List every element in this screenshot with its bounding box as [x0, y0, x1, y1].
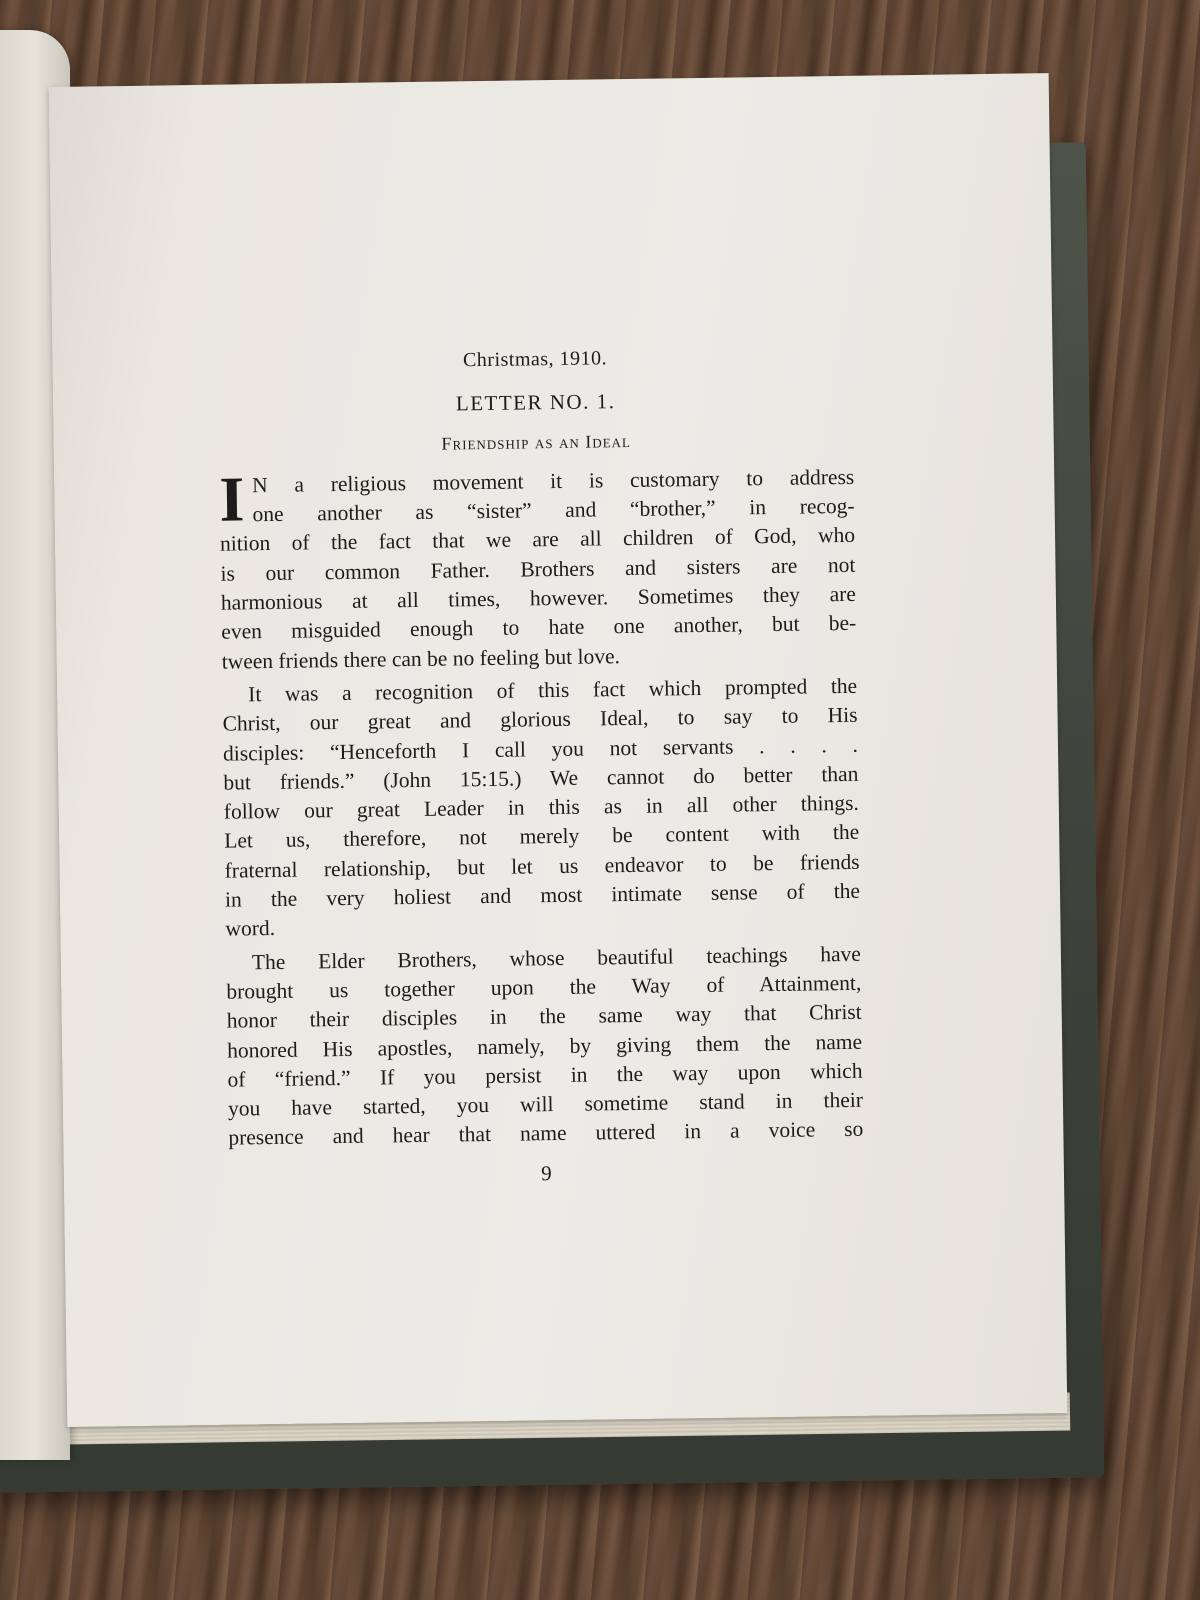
- paragraph-line: honor their disciples in the same way that Christ: [226, 1000, 862, 1033]
- paragraph-line: one another as “sister” and “brother,” in recog-: [252, 494, 855, 527]
- paragraph-2: [222, 672, 861, 945]
- dateline: Christmas, 1910.: [462, 347, 608, 372]
- paragraph-line: of “friend.” If you persist in the way upon which: [227, 1058, 863, 1092]
- book-page: [49, 73, 1068, 1427]
- paragraph-line: honored His apostles, namely, by giving them the name: [226, 1029, 863, 1063]
- paragraph-line: tween friends there can be no feeling but love.: [221, 643, 621, 674]
- paragraph-1: [219, 463, 857, 677]
- paragraph-3: [226, 939, 864, 1153]
- drop-cap: I: [218, 463, 245, 535]
- letter-title: LETTER NO. 1.: [455, 389, 616, 416]
- paragraph-line: follow our great Leader in this as in all other things.: [223, 790, 859, 824]
- paragraph-line: nition of the fact that we are all children of God, who: [219, 523, 856, 557]
- paragraph-line: in the very holiest and most intimate sense of the: [224, 878, 861, 912]
- page-number: 9: [540, 1160, 552, 1185]
- paragraph-line: word.: [225, 916, 276, 942]
- page-text-block: [217, 341, 864, 1193]
- paragraph-line: harmonious at all times, however. Sometimes they are: [220, 581, 857, 615]
- paragraph-line: even misguided enough to hate one another, but be-: [221, 611, 857, 645]
- paragraph-line: disciples: “Henceforth I call you not servants . . . .: [222, 732, 859, 766]
- paragraph-line: The Elder Brothers, whose beautiful teachings have: [251, 941, 862, 974]
- paragraph-line: fraternal relationship, but let us endeavor to be friends: [224, 849, 860, 883]
- paragraph-line: N a religious movement it is customary to address: [252, 464, 855, 498]
- paragraph-line: is our common Father. Brothers and sisters are not: [220, 552, 856, 586]
- paragraph-line: brought us together upon the Way of Attainment,: [226, 970, 862, 1004]
- letter-subtitle: Friendship as an Ideal: [441, 430, 632, 454]
- paragraph-line: presence and hear that name uttered in a voice so: [228, 1117, 864, 1151]
- paragraph-line: Christ, our great and glorious Ideal, to say to His: [222, 703, 858, 736]
- paragraph-line: It was a recognition of this fact which prompted the: [248, 673, 858, 707]
- paragraph-line: but friends.” (John 15:15.) We cannot do better than: [223, 761, 859, 795]
- paragraph-line: you have started, you will sometime stand in their: [227, 1087, 864, 1121]
- paragraph-line: Let us, therefore, not merely be content with the: [224, 820, 860, 854]
